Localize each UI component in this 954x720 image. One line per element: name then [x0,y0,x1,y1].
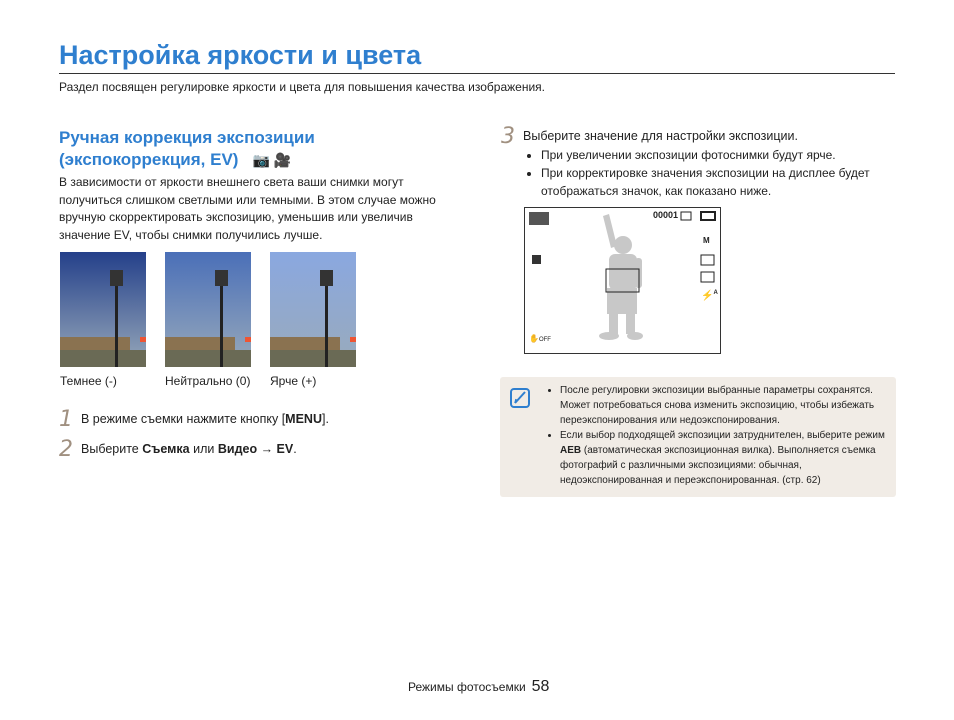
memory-icon [681,212,691,220]
note-pencil-icon [509,387,531,409]
page-title: Настройка яркости и цвета [59,40,422,70]
flash-icon: ⚡$^A$ [701,290,718,302]
photo-caption: Ярче (+) [270,374,317,388]
photo-caption: Темнее (-) [60,374,117,388]
photo-caption: Нейтрально (0) [165,374,251,388]
page-number: 58 [531,678,550,695]
note-bullet: • После регулировки экспозиции выбранные параметры сохранятся. Может потребоваться снова изменить экспозицию, чтобы избежать переэкспонирования или недоэкспонирования. [560,383,900,428]
step-text: Выберите значение для настройки экспозиции. [523,128,798,143]
t: Выберите [81,441,143,456]
step-number: 2 [59,437,73,462]
t: Видео [217,441,258,456]
intro-text: Раздел посвящен регулировке яркости и цвета для повышения качества изображения. [59,80,546,94]
heading-line1: Ручная коррекция экспозиции [59,128,315,147]
step-number: 3 [501,124,515,149]
step-2 [59,437,297,462]
quality-icon [701,255,714,265]
sample-photo [60,252,146,367]
person-silhouette [525,208,720,353]
title-rule [59,73,895,74]
shot-counter: 00001 [653,210,679,220]
menu-key: MENU [285,411,322,426]
step-1 [59,407,329,432]
stabilizer-icon: ✋OFF [529,334,551,343]
t: AEB [560,445,582,456]
camera-mode-icon [529,212,549,225]
t: → [257,441,277,456]
size-indicator: M [703,236,710,245]
note-box [500,377,896,497]
step-3-bullets [525,146,905,200]
battery-icon [701,212,715,220]
step-text: В режиме съемки нажмите кнопку [ [81,411,286,426]
t: . [293,441,297,456]
t: EV [276,441,294,456]
ev-icon [532,255,541,264]
metering-icon [701,272,714,282]
flash-mode: A [713,290,718,296]
video-icon: 🎥 [273,152,292,168]
sample-photo [165,252,251,367]
footer [408,678,549,696]
stab-off: OFF [538,337,551,343]
step-number: 1 [59,407,73,432]
mode-icons [252,149,291,171]
heading-line2: (экспокоррекция, EV) [59,150,239,169]
t: (автоматическая экспозиционная вилка). Выполняется съемка фотографий с различными экспозициями: обычная, недоэкспонированная и переэкспонированная. (стр. 62) [560,445,876,486]
camera-screen-diagram [524,207,721,354]
bullet: • При увеличении экспозиции фотоснимки будут ярче. [541,146,905,164]
footer-section: Режимы фотосъемки [408,680,526,694]
t: Съемка [142,441,190,456]
bullet: • При корректировке значения экспозиции на дисплее будет отображаться значок, как показано ниже. [541,164,905,200]
section-heading [59,127,315,171]
t: Если выбор подходящей экспозиции затруднителен, выберите режим [560,430,885,441]
camera-program-icon: 📷 [252,152,270,168]
note-bullet [560,428,900,488]
sample-photo [270,252,356,367]
step-text-end: ]. [321,411,329,426]
t: или [189,441,218,456]
section-paragraph: В зависимости от яркости внешнего света ваши снимки могут получиться слишком светлыми или темными. В этом случае можно вручную скорректировать экспозицию, уменьшив или увеличив значение EV, чтобы снимки получились лучше. [59,175,436,242]
